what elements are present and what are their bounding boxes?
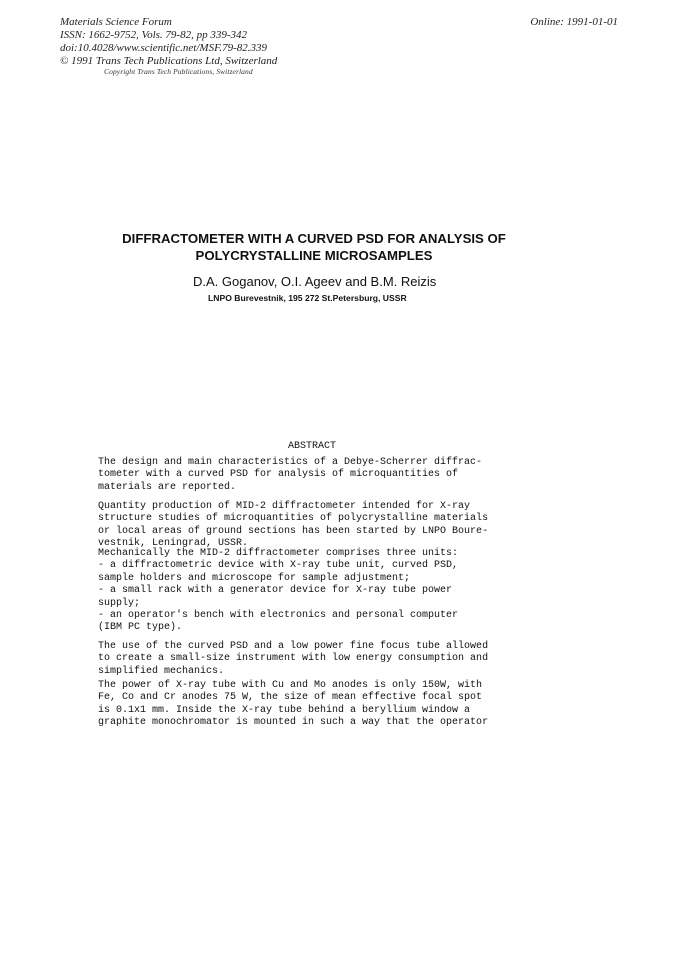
online-date: Online: 1991-01-01 xyxy=(530,16,618,28)
text-line: The use of the curved PSD and a low power fine focus tube allowed xyxy=(98,641,489,652)
title-line: POLYCRYSTALLINE MICROSAMPLES xyxy=(195,248,433,263)
text-line: (IBM PC type). xyxy=(98,622,183,634)
journal-doi[interactable]: doi:10.4028/www.scientific.net/MSF.79-82.339 xyxy=(60,42,268,54)
text-line: - an operator's bench with electronics and personal computer xyxy=(98,610,459,622)
text-line: materials are reported. xyxy=(98,481,237,493)
text-line: - a diffractometric device with X-ray tube unit, curved PSD, xyxy=(98,560,459,572)
text-line: tometer with a curved PSD for analysis of microquantities of xyxy=(98,469,459,481)
affiliation: LNPO Burevestnik, 195 272 St.Petersburg, USSR xyxy=(208,293,407,303)
text-line: vestnik, Leningrad, USSR. xyxy=(98,538,249,550)
body-paragraph xyxy=(98,548,538,635)
text-line: or local areas of ground sections has been started by LNPO Boure- xyxy=(98,525,489,537)
text-line: Mechanically the MID-2 diffractometer comprises three units: xyxy=(98,548,459,559)
title-line: DIFFRACTOMETER WITH A CURVED PSD FOR ANALYSIS OF xyxy=(122,231,506,246)
text-line: The design and main characteristics of a Debye-Scherrer diffrac- xyxy=(98,457,483,468)
text-line: structure studies of microquantities of polycrystalline materials xyxy=(98,513,489,525)
text-line: graphite monochromator is mounted in such a way that the operator xyxy=(98,717,489,729)
body-paragraph xyxy=(98,501,538,551)
journal-issn: ISSN: 1662-9752, Vols. 79-82, pp 339-342 xyxy=(60,29,247,41)
abstract-heading: ABSTRACT xyxy=(288,441,337,452)
text-line: Quantity production of MID-2 diffractometer intended for X-ray xyxy=(98,501,471,512)
text-line: to create a small-size instrument with low energy consumption and xyxy=(98,653,489,665)
text-line: simplified mechanics. xyxy=(98,665,225,677)
author-list: D.A. Goganov, O.I. Ageev and B.M. Reizis xyxy=(193,274,437,289)
body-paragraph xyxy=(98,641,538,678)
journal-name: Materials Science Forum xyxy=(60,16,172,28)
text-line: is 0.1x1 mm. Inside the X-ray tube behind a beryllium window a xyxy=(98,704,471,716)
body-paragraph xyxy=(98,680,538,730)
text-line: sample holders and microscope for sample adjustment; xyxy=(98,572,411,584)
journal-info xyxy=(60,16,277,68)
text-line: supply; xyxy=(98,597,141,609)
text-line: - a small rack with a generator device for X-ray tube power xyxy=(98,585,453,597)
text-line: The power of X-ray tube with Cu and Mo anodes is only 150W, with xyxy=(98,680,483,691)
abstract-paragraph xyxy=(98,457,538,494)
copyright-notice: Copyright Trans Tech Publications, Switzerland xyxy=(104,67,253,76)
paper-title xyxy=(0,230,628,264)
text-line: Fe, Co and Cr anodes 75 W, the size of mean effective focal spot xyxy=(98,692,483,704)
journal-copyright: © 1991 Trans Tech Publications Ltd, Switzerland xyxy=(60,55,278,67)
